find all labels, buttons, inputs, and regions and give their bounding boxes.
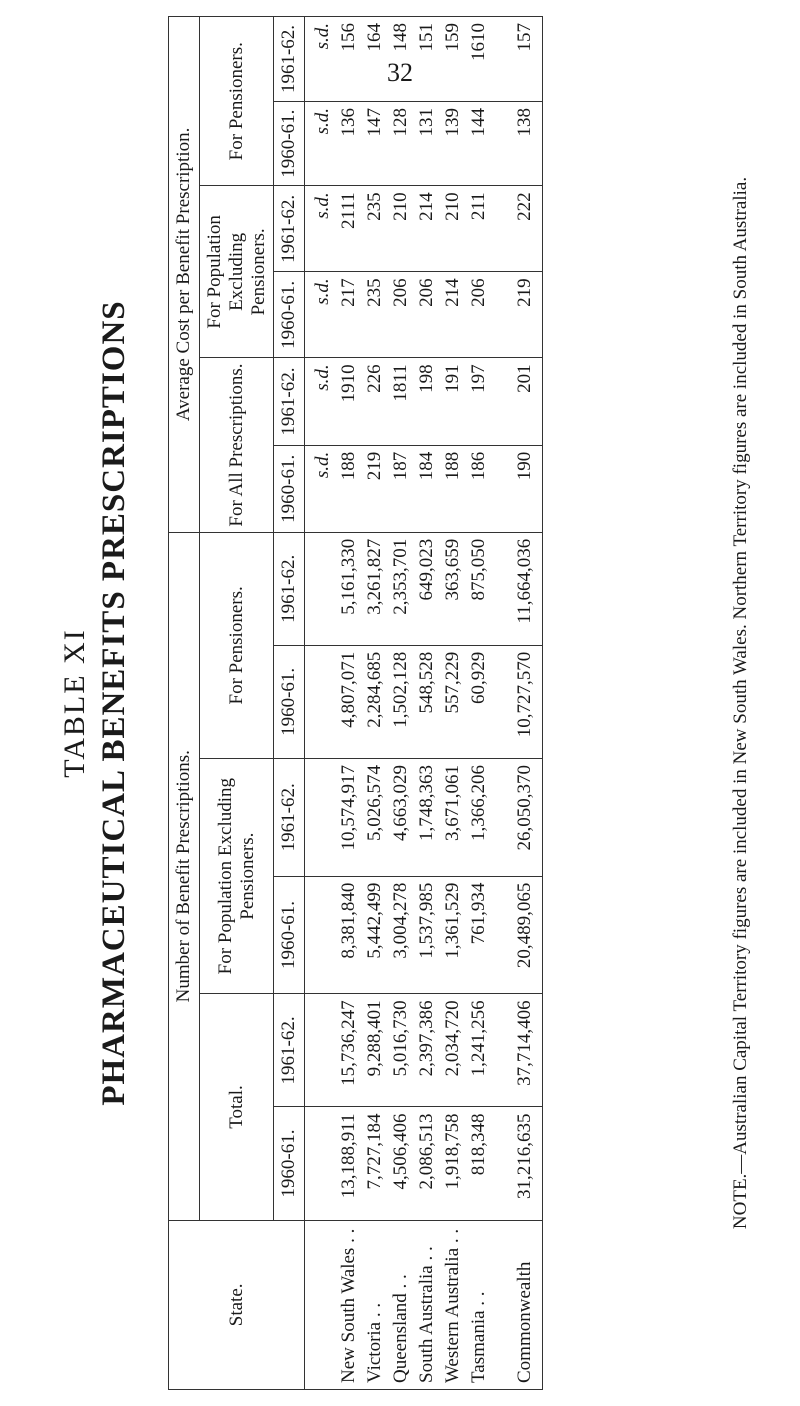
cost-cell: 151 xyxy=(416,23,438,52)
table-cell: 363,659 xyxy=(442,538,464,601)
cost-cell: 235 xyxy=(364,192,386,221)
table-cell: 2,397,386 xyxy=(416,1000,438,1077)
excl-1960-col xyxy=(305,876,543,994)
table-cell: 5,161,330 xyxy=(338,538,360,615)
cost-excl-1961-col xyxy=(305,186,543,272)
cost-cell: 131 xyxy=(416,107,438,137)
table-cell: 2,284,685 xyxy=(364,651,386,728)
cost-cell: 217 xyxy=(338,278,360,307)
cost-cell: 136 xyxy=(338,107,360,137)
year-header: 1960-61. xyxy=(274,272,305,358)
cost-cell: 1910 xyxy=(338,364,360,403)
table-cell: 5,442,499 xyxy=(364,882,386,959)
pens-1960-col xyxy=(305,645,543,758)
year-header: 1961-62. xyxy=(274,358,305,445)
table-cell: 8,381,840 xyxy=(338,882,360,959)
unit-spacer xyxy=(311,1227,334,1383)
table-cell: 5,016,730 xyxy=(390,1000,412,1077)
cost-cell: 144 xyxy=(468,107,490,137)
table-cell: 4,663,029 xyxy=(390,764,412,841)
commonwealth-cost: 201 xyxy=(514,364,536,393)
state-column xyxy=(305,1220,543,1389)
table-title: TABLE XI xyxy=(58,628,91,778)
cost-cell: 147 xyxy=(364,107,386,137)
state-name: Tasmania . . xyxy=(468,1291,490,1383)
state-name: New South Wales . . xyxy=(338,1228,360,1383)
cost-cell: 187 xyxy=(390,451,412,481)
year-header: 1960-61. xyxy=(274,101,305,185)
commonwealth-cell: 31,216,635 xyxy=(514,1113,536,1199)
unit-header: s.d. xyxy=(312,364,334,391)
unit-header: s.d. xyxy=(312,23,334,50)
commonwealth-cell: 10,727,570 xyxy=(514,651,536,738)
cost-cell: 148 xyxy=(390,23,412,52)
header-cost-group: Average Cost per Benefit Prescription. xyxy=(169,17,200,533)
year-header: 1960-61. xyxy=(274,876,305,994)
commonwealth-cost: 219 xyxy=(514,278,536,307)
year-header: 1961-62. xyxy=(274,17,305,102)
table-cell: 761,934 xyxy=(468,882,490,945)
commonwealth-cost: 222 xyxy=(514,192,536,221)
cost-pens-1960-col xyxy=(305,101,543,185)
table-cell: 875,050 xyxy=(468,538,490,601)
cost-cell: 2111 xyxy=(338,192,360,229)
pens-1961-col xyxy=(305,532,543,645)
table-cell: 1,361,529 xyxy=(442,882,464,959)
cost-cell: 206 xyxy=(416,278,438,307)
table-cell: 818,348 xyxy=(468,1113,490,1176)
year-header: 1960-61. xyxy=(274,645,305,758)
table-cell: 4,506,406 xyxy=(390,1113,412,1190)
cost-cell: 164 xyxy=(364,23,386,52)
table-cell: 10,574,917 xyxy=(338,764,360,851)
table-cell: 557,229 xyxy=(442,651,464,714)
state-name: Victoria . . xyxy=(364,1302,386,1383)
unit-header: s.d. xyxy=(312,451,334,479)
year-header: 1960-61. xyxy=(274,1107,305,1220)
cost-cell: 128 xyxy=(390,107,412,137)
cost-cell: 191 xyxy=(442,364,464,393)
header-state: State. xyxy=(169,1220,305,1389)
state-name: South Australia . . xyxy=(416,1246,438,1383)
commonwealth-cost: 138 xyxy=(514,107,536,137)
cost-cell: 188 xyxy=(442,451,464,481)
table-footnote: NOTE.—Australian Capital Territory figures are included in New South Wales. Northern Territory figures are included in South Australia. xyxy=(730,176,751,1230)
commonwealth-cost: 190 xyxy=(514,451,536,481)
table-cell: 4,807,071 xyxy=(338,651,360,728)
commonwealth-cell: 37,714,406 xyxy=(514,1000,536,1086)
table-cell: 1,366,206 xyxy=(468,764,490,841)
header-excl-pensioners: For Population Excluding Pensioners. xyxy=(199,758,274,993)
commonwealth-cell: 26,050,370 xyxy=(514,764,536,851)
state-name: Queensland . . xyxy=(390,1274,412,1383)
cost-cell: 206 xyxy=(468,278,490,307)
cost-all-1960-col xyxy=(305,445,543,532)
cost-cell: 214 xyxy=(442,278,464,307)
cost-cell: 226 xyxy=(364,364,386,393)
commonwealth-cell: 20,489,065 xyxy=(514,882,536,969)
cost-cell: 1610 xyxy=(468,23,490,61)
table-cell: 1,918,758 xyxy=(442,1113,464,1190)
year-header: 1961-62. xyxy=(274,532,305,645)
table-subtitle: PHARMACEUTICAL BENEFITS PRESCRIPTIONS xyxy=(96,300,132,1106)
commonwealth-label: Commonwealth xyxy=(514,1261,536,1383)
table-body-row xyxy=(305,17,543,1390)
year-header: 1961-62. xyxy=(274,186,305,272)
year-header: 1961-62. xyxy=(274,994,305,1107)
cost-cell: 211 xyxy=(468,192,490,221)
cost-cell: 184 xyxy=(416,451,438,481)
prescriptions-table xyxy=(168,16,543,1390)
cost-cell: 186 xyxy=(468,451,490,481)
cost-cell: 219 xyxy=(364,451,386,481)
cost-cell: 235 xyxy=(364,278,386,307)
table-cell: 649,023 xyxy=(416,538,438,601)
cost-cell: 159 xyxy=(442,23,464,52)
table-cell: 3,671,061 xyxy=(442,764,464,841)
header-total: Total. xyxy=(199,994,274,1220)
header-cost-pensioners: For Pensioners. xyxy=(199,17,274,186)
table-cell: 1,241,256 xyxy=(468,1000,490,1077)
total-1960-col xyxy=(305,1107,543,1220)
excl-1961-col xyxy=(305,758,543,876)
table-cell: 15,736,247 xyxy=(338,1000,360,1086)
table-cell: 2,034,720 xyxy=(442,1000,464,1077)
unit-header: s.d. xyxy=(312,192,334,219)
table-cell: 1,748,363 xyxy=(416,764,438,841)
unit-header: s.d. xyxy=(312,107,334,135)
cost-cell: 198 xyxy=(416,364,438,393)
table-cell: 5,026,574 xyxy=(364,764,386,841)
cost-cell: 206 xyxy=(390,278,412,307)
header-cost-excl-pensioners: For Population Excluding Pensioners. xyxy=(199,186,274,358)
cost-cell: 210 xyxy=(442,192,464,221)
commonwealth-cell: 11,664,036 xyxy=(514,538,536,624)
unit-header: s.d. xyxy=(312,278,334,305)
year-header: 1961-62. xyxy=(274,758,305,876)
state-name: Western Australia . . xyxy=(442,1228,464,1383)
cost-cell: 214 xyxy=(416,192,438,221)
table-cell: 2,086,513 xyxy=(416,1113,438,1190)
table-cell: 3,004,278 xyxy=(390,882,412,959)
cost-pens-1961-col xyxy=(305,17,543,102)
table-cell: 13,188,911 xyxy=(338,1113,360,1199)
cost-cell: 188 xyxy=(338,451,360,481)
commonwealth-cost: 157 xyxy=(514,23,536,52)
cost-cell: 156 xyxy=(338,23,360,52)
table-cell: 60,929 xyxy=(468,651,490,705)
table-cell: 9,288,401 xyxy=(364,1000,386,1077)
table-cell: 1,537,985 xyxy=(416,882,438,959)
cost-all-1961-col xyxy=(305,358,543,445)
header-for-pensioners: For Pensioners. xyxy=(199,532,274,758)
table-cell: 1,502,128 xyxy=(390,651,412,728)
table-cell: 3,261,827 xyxy=(364,538,386,615)
page-number: 32 xyxy=(387,58,413,87)
cost-cell: 197 xyxy=(468,364,490,393)
year-header: 1960-61. xyxy=(274,445,305,532)
header-for-all: For All Prescriptions. xyxy=(199,358,274,532)
cost-excl-1960-col xyxy=(305,272,543,358)
header-number-group: Number of Benefit Prescriptions. xyxy=(169,532,200,1220)
table-cell: 2,353,701 xyxy=(390,538,412,615)
total-1961-col xyxy=(305,994,543,1107)
cost-cell: 139 xyxy=(442,107,464,137)
cost-cell: 210 xyxy=(390,192,412,221)
table-cell: 548,528 xyxy=(416,651,438,714)
table-cell: 7,727,184 xyxy=(364,1113,386,1190)
cost-cell: 1811 xyxy=(390,364,412,402)
